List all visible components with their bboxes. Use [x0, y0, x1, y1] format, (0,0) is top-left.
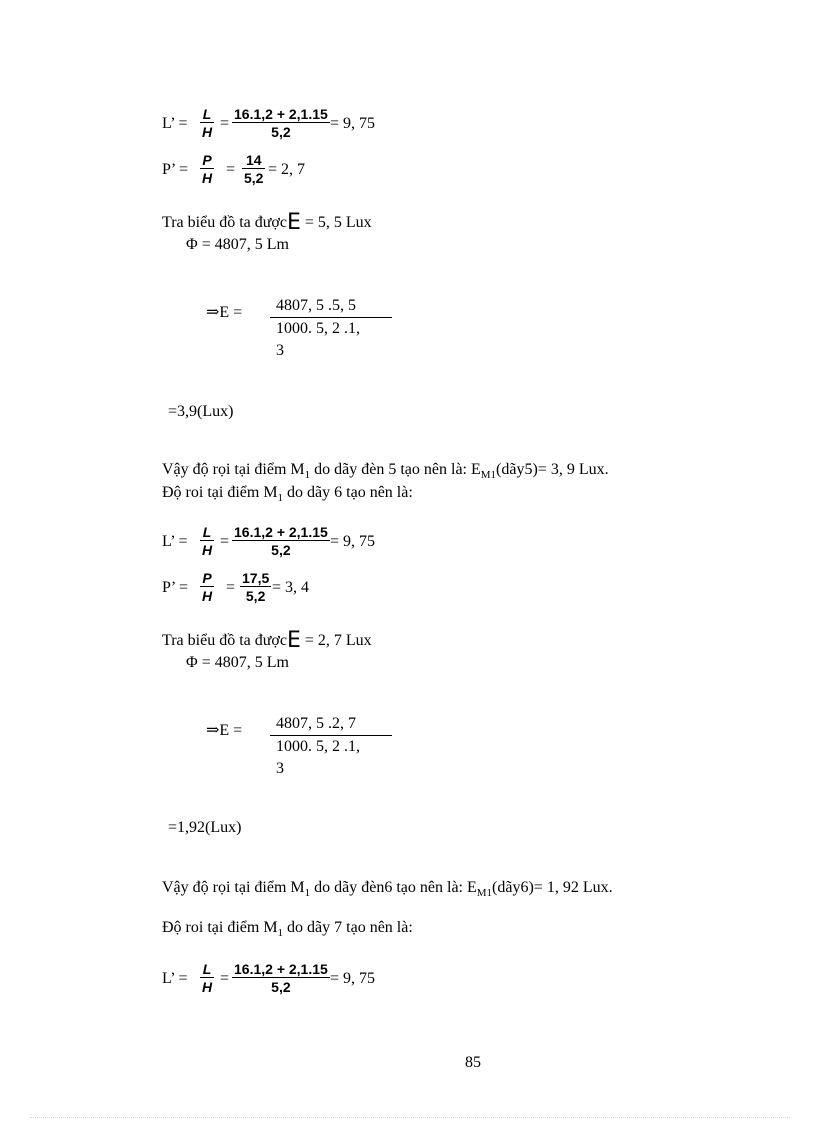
pp-value-fraction: $\frac{17,5}{5,2}$: [242, 570, 270, 604]
lp-value-fraction: $\frac{16.1,2 + 2,1.15}{5,2}$: [234, 106, 328, 140]
l-over-h-fraction: $\frac{L}{H}$: [202, 106, 213, 140]
fraction-bar: [270, 735, 392, 736]
pp-label: P’ =: [162, 579, 189, 596]
e-result-2: =1,92(Lux): [168, 819, 242, 836]
lp-label: L’ =: [162, 115, 188, 132]
lp-label: L’ =: [162, 533, 188, 550]
lp-result: = 9, 75: [330, 533, 376, 550]
lp-value-fraction: $\frac{16.1,2 + 2,1.15}{5,2}$: [234, 524, 328, 558]
l-over-h-fraction: $\frac{L}{H}$: [202, 961, 213, 995]
lp-result: = 9, 75: [330, 115, 376, 132]
phi-line-2: Φ = 4807, 5 Lm: [186, 654, 289, 671]
pp-result: = 2, 7: [268, 161, 306, 178]
lp-value-fraction: $\frac{16.1,2 + 2,1.15}{5,2}$: [234, 961, 328, 995]
phi-line-1: Φ = 4807, 5 Lm: [186, 236, 289, 253]
pp-result: = 3, 4: [272, 579, 310, 596]
conclusion-day6: Vậy độ rọi tại điểm $M_1$ do dãy đèn6 tạo nên là: $E_{M1}(dãy6)= 1$, 92 Lux.: [162, 879, 613, 899]
pp-label: P’ =: [162, 161, 189, 178]
heading-day6: Độ roi tại điểm $M_1$ do dãy 6 tạo nên là:: [162, 484, 413, 504]
p-over-h-fraction: $\frac{P}{H}$: [202, 152, 213, 186]
lp-label: L’ =: [162, 970, 188, 987]
pp-value-fraction: $\frac{14}{5,2}$: [244, 152, 264, 186]
heading-day7: Độ roi tại điểm $M_1$ do dãy 7 tạo nên là:: [162, 919, 413, 939]
p-over-h-fraction: $\frac{P}{H}$: [202, 570, 213, 604]
bottom-divider: [30, 1117, 790, 1118]
tra-line-1: Tra biểu đồ ta đượcE = 5, 5 Lux: [162, 210, 372, 235]
page-number: 85: [465, 1054, 481, 1071]
lp-result: = 9, 75: [330, 970, 376, 987]
tra-line-2: Tra biểu đồ ta đượcE = 2, 7 Lux: [162, 628, 372, 653]
conclusion-day5: Vậy độ rọi tại điểm $M_1$ do dãy đèn 5 tạo nên là: $E_{M1}(dãy5)= 3$, 9 Lux.: [162, 461, 609, 481]
l-over-h-fraction: $\frac{L}{H}$: [202, 524, 213, 558]
fraction-bar: [270, 317, 392, 318]
e-result-1: =3,9(Lux): [168, 403, 234, 420]
